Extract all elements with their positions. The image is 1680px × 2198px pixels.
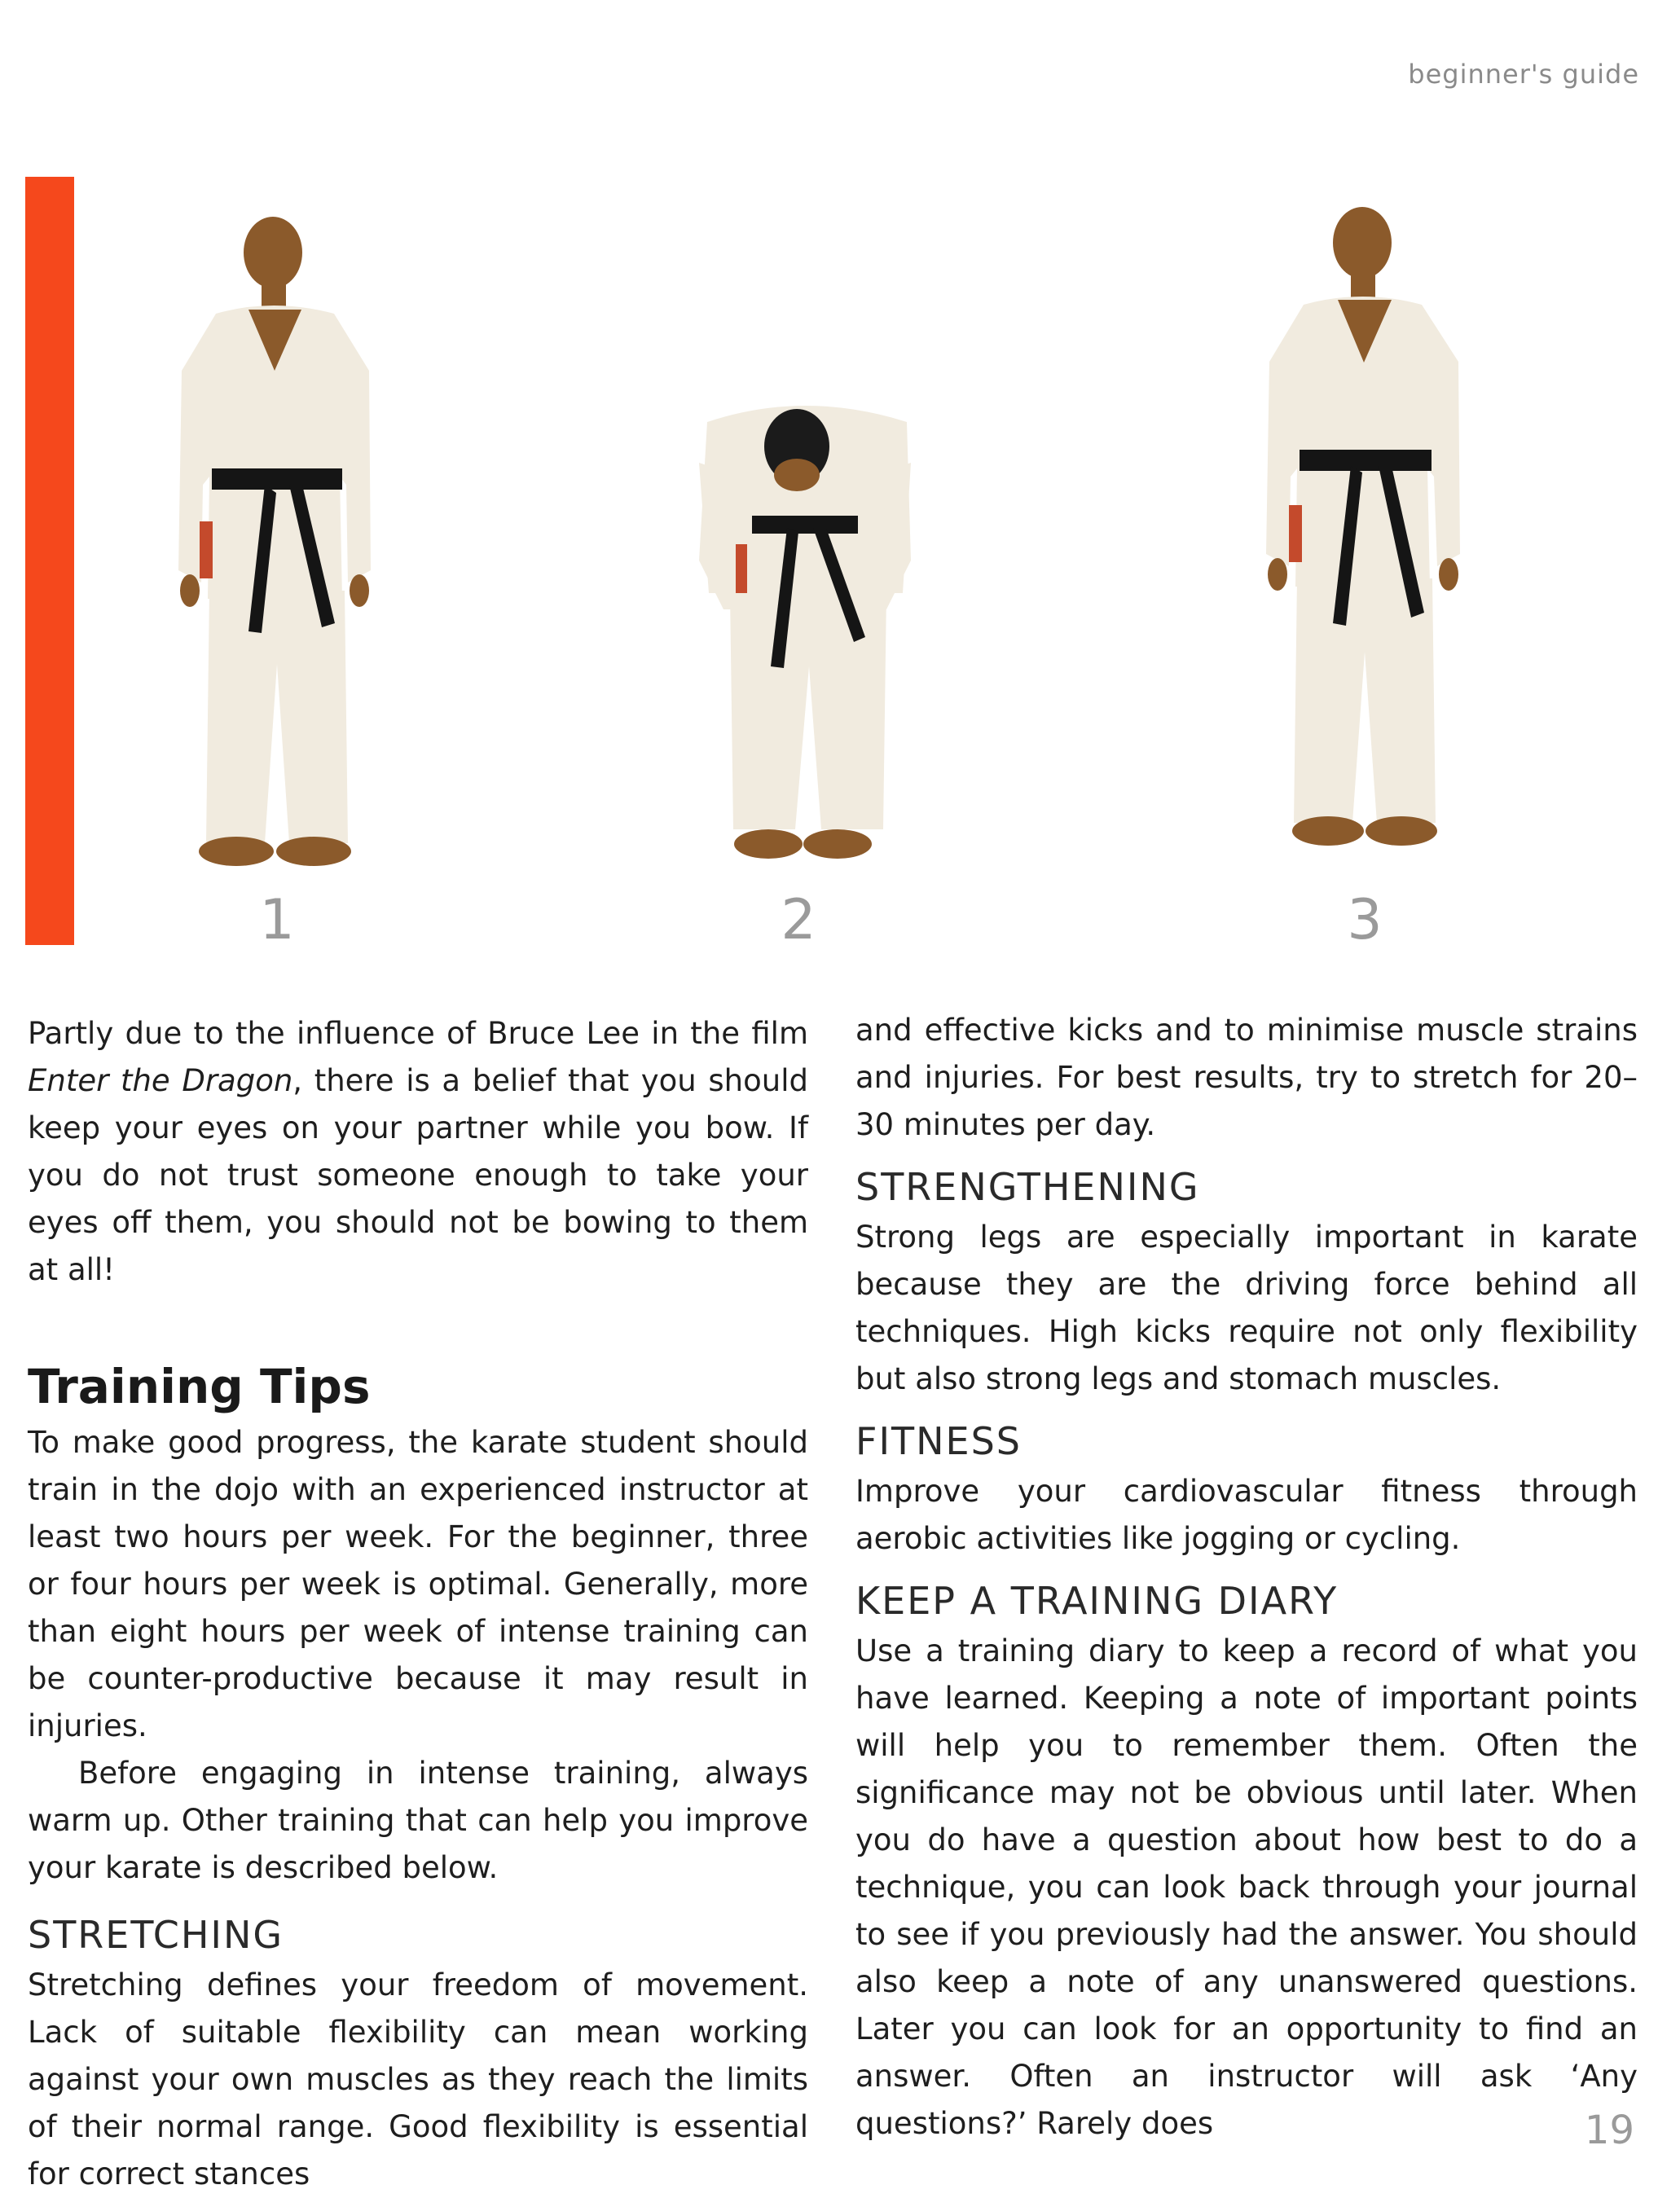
figure-3-standing	[1255, 196, 1475, 880]
accent-bar	[25, 177, 74, 945]
training-paragraph-2: Before engaging in intense training, always warm up. Other training that can help you improve your karate is described below.	[28, 1756, 808, 1885]
training-paragraph-1: To make good progress, the karate student should train in the dojo with an experienced instructor at least two hours per week. For the beginner, three or four hours per week is optimal. Generally, more than eight hours per week of intense training can be counter-productive because it may result in injuries.	[28, 1425, 808, 1743]
running-head: beginner's guide	[1408, 59, 1639, 90]
strengthening-text: Strong legs are especially important in karate because they are the driving force behind all techniques. High kicks require not only flexibility but also strong legs and stomach muscles.	[855, 1220, 1638, 1396]
figure-2-bowing	[691, 398, 919, 886]
left-column	[28, 1010, 808, 2198]
stretching-text: Stretching defines your freedom of movement. Lack of suitable flexibility can mean working against your own muscles as they reach the limits of their normal range. Good flexibility is essential for correct stances	[28, 1967, 808, 2191]
right-column	[855, 1007, 1638, 2147]
intro-text-b: , there is a belief that you should keep your eyes on your partner while you bow. If you do not trust someone enough to take your eyes off them, you should not be bowing to them at all!	[28, 1063, 808, 1287]
film-title: Enter the Dragon	[28, 1063, 293, 1098]
stretching-heading: STRETCHING	[28, 1913, 284, 1957]
diary-text: Use a training diary to keep a record of what you have learned. Keeping a note of important points will help you to remember them. Often the significance may not be obvious until later. When you do have a question about how best to do a technique, you can look back through your journal to see if you previously had the answer. You should also keep a note of any unanswered questions. Later you can look for an opportunity to find an answer. Often an instructor will ask ‘Any questions?’ Rarely does	[855, 1633, 1638, 2141]
fitness-heading: FITNESS	[855, 1419, 1022, 1463]
figure-1-number: 1	[259, 888, 295, 952]
page-number: 19	[1584, 2108, 1634, 2153]
diary-heading: KEEP A TRAINING DIARY	[855, 1579, 1339, 1623]
figure-2-number: 2	[781, 888, 816, 952]
intro-paragraph	[28, 1010, 808, 1294]
figure-3-number: 3	[1347, 888, 1383, 952]
stretching-continued: and effective kicks and to minimise muscle strains and injuries. For best results, try to stretch for 20–30 minutes per day.	[855, 1013, 1638, 1142]
intro-text-a: Partly due to the influence of Bruce Lee in the film	[28, 1016, 808, 1051]
fitness-text: Improve your cardiovascular fitness through aerobic activities like jogging or cycling.	[855, 1474, 1638, 1556]
strengthening-heading: STRENGTHENING	[855, 1165, 1200, 1209]
figure-1-standing	[167, 208, 387, 892]
training-tips-title: Training Tips	[28, 1359, 371, 1414]
